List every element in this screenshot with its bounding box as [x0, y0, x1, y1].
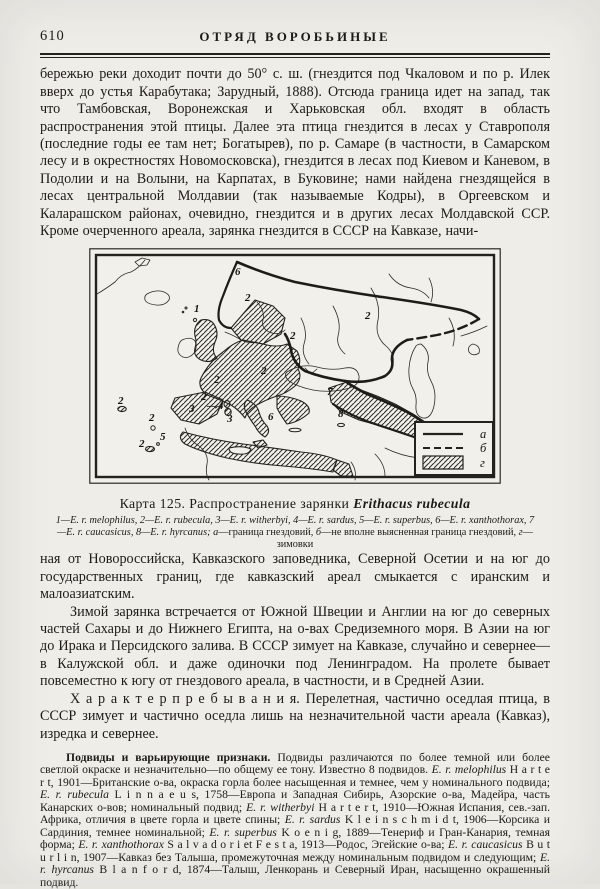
body-paragraph-1: бережью реки доходит почти до 50° с. ш. (гнездится под Чкаловом и по р. Илек вверх до устья Карабутака; Зарудный, 1888). Отсюда граница идет на запад, так что Тамбовская, Воронежская и Харьковская обл. входят в область распространения этой птицы. Далее эта птица гнездится в лесах у Ставрополя (последние годы ее там нет; Богатырев), по р. Самаре (в частности, в Самарском лесу и в окрестностях Новомосковска), гнездится в лесах под Киевом и Каневом, в Подолии и на Волыни, на Карпатах, в Буковине; нами найдена гнездящейся в лесах центральной Молдавии (так называемые Кодры), в Оргеевском и Каларашском районах, очевидно, гнездится и в других лесах Молдавской ССР. Кроме очерченного ареала, зарянка гнездится в СССР на Кавказе, начи-	[40, 66, 550, 240]
body-paragraph-4: Х а р а к т е р п р е б ы в а н и я. Перелетная, частично оседлая птица, в СССР зимует и частично оседла лишь на незначительной части ареала (Кавказ), изредка и севернее.	[40, 690, 550, 742]
svg-text:2: 2	[118, 395, 124, 408]
legend-label-a: а	[480, 427, 487, 442]
caption-title: Карта 125. Распространение зарянки Erithacus rubecula	[119, 496, 471, 512]
page-number: 610	[40, 28, 65, 44]
svg-text:7: 7	[327, 386, 333, 399]
distribution-map	[89, 248, 501, 484]
distribution-map-figure	[40, 248, 550, 489]
svg-text:2: 2	[290, 330, 296, 343]
svg-text:2: 2	[365, 310, 371, 323]
svg-text:3: 3	[227, 413, 233, 426]
svg-text:5: 5	[160, 431, 166, 444]
header-rule	[40, 53, 550, 58]
svg-text:2: 2	[214, 374, 220, 387]
legend-hatched-area-symbol	[423, 456, 463, 469]
svg-text:3: 3	[189, 403, 195, 416]
svg-text:2: 2	[261, 365, 267, 378]
svg-text:6: 6	[268, 411, 274, 424]
legend-label-b: б	[480, 441, 487, 456]
legend-label-g: г	[480, 456, 485, 471]
svg-text:2: 2	[245, 292, 251, 305]
svg-text:—4: —4	[207, 400, 224, 413]
figure-caption	[40, 496, 550, 551]
running-title: ОТРЯД ВОРОБЬИНЫЕ	[199, 29, 391, 44]
body-paragraph-3: Зимой зарянка встречается от Южной Швеции и Англии на юг до северных частей Сахары и до Нижнего Египта, на о-вах Средиземного моря. В Азии на юг до Ирака и Персидского залива. В СССР зимует на Кавказе, случайно и севернее—в Калужской обл. и даже одиночки под Ленинградом. На пролете бывает повсеместно к югу от гнездового ареала, в частности, и в Средней Азии.	[40, 603, 550, 690]
svg-text:8: 8	[338, 408, 344, 421]
caption-detail: 1—E. r. melophilus, 2—E. r. rubecula, 3—E. r. witherbyi, 4—E. r. sardus, 5—E. r. superbus, 6—E. r. xanthothorax, 7—E. r. caucasicus, 8—E. r. hyrcanus; а—граница гнездовий, б—не вполне выясненная граница гнездовий, г—зимовки	[55, 515, 535, 551]
subspecies-smallprint: Подвиды и варьирующие признаки. Подвиды различаются по более темной или более светлой окраске и незначительно—по общему ее тону. Известно 8 подвидов. E. r. melophilus H a r t e r t, 1901—Британские о-ва, окраска горла более насыщенная и темнее, чем у номинального подвида; E. r. rubecula L i n n a e u s, 1758—Европа и Западная Сибирь, Азорские о-ва, Мадейра, часть Канарских о-вов; номинальный подвид; E. r. witherbyi H a r t e r t, 1910—Южная Испания, сев.-зап. Африка, отличия в цвете горла и цвете спины; E. r. sardus K l e i n s c h m i d t, 1906—Корсика и Сардиния, темнее номинальной; E. r. superbus K o e n i g, 1889—Тенериф и Гран-Канария, темная форма; E. r. xanthothorax S a l v a d o r i et F e s t a, 1913—Родос, Эгейские о-ва; E. r. caucasicus B u t u r l i n, 1907—Кавказ без Талыша, промежуточная между номинальным подвидом и следующим; E. r. hyrcanus B l a n f o r d, 1874—Талыш, Ленкорань и Северный Иран, насыщенно окрашенный подвид.	[40, 750, 551, 889]
page-header	[40, 28, 550, 48]
svg-text:2: 2	[139, 438, 145, 451]
svg-text:6: 6	[235, 266, 241, 279]
svg-text:1: 1	[194, 303, 200, 316]
svg-text:2: 2	[201, 391, 207, 404]
body-paragraph-2: ная от Новороссийска, Кавказского заповедника, Северной Осетии и на юг до государственных границ, где кавказский ареал смыкается с иранским и малоазиатским.	[40, 551, 550, 603]
map-legend	[415, 422, 493, 475]
svg-text:2: 2	[149, 412, 155, 425]
